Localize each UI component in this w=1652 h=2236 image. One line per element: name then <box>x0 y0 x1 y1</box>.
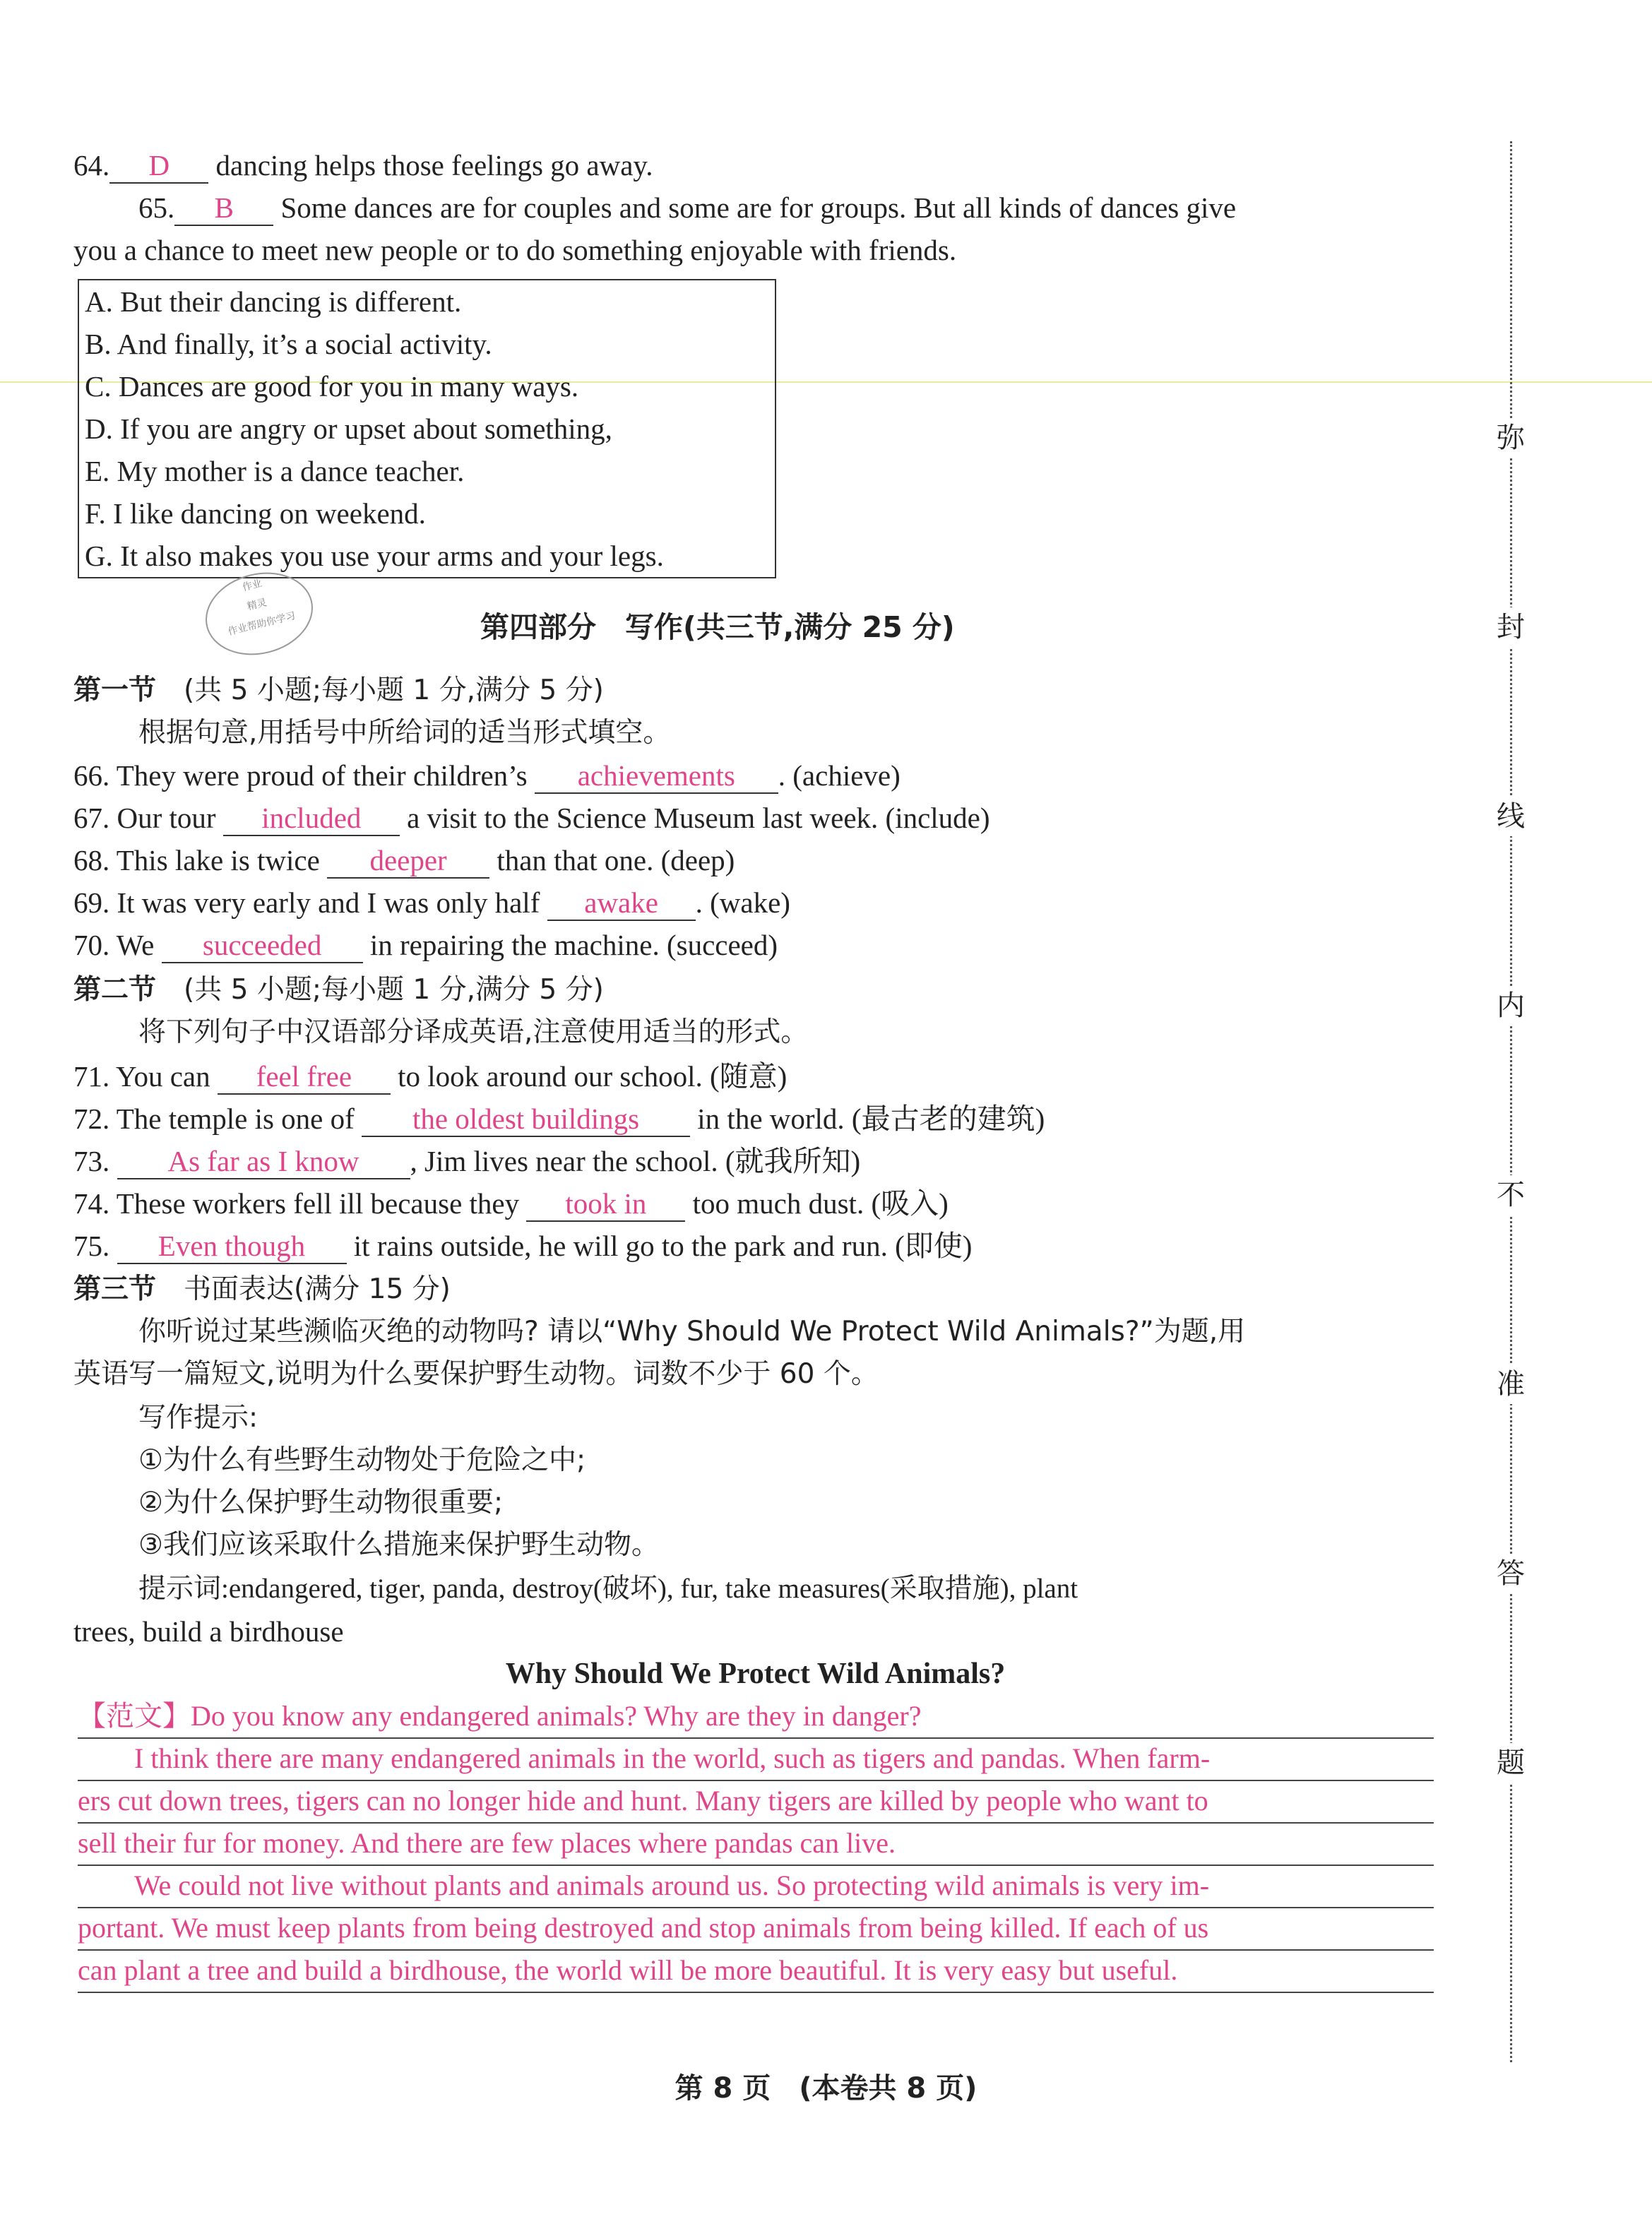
option-e: E. My mother is a dance teacher. <box>85 455 465 487</box>
answer-74: took in <box>526 1187 685 1222</box>
question-64 <box>73 144 653 186</box>
keywords-line-1: 提示词:endangered, tiger, panda, destroy(破坏), fur, take measures(采取措施), plant <box>138 1574 1078 1604</box>
question-number: 65. <box>138 191 175 224</box>
question-69: 69. It was very early and I was only half awake . (wake) <box>73 881 790 924</box>
option-c: C. Dances are good for you in many ways. <box>85 370 579 403</box>
answer-73: As far as I know <box>117 1144 410 1179</box>
answer-70: succeeded <box>162 928 363 963</box>
section2-header <box>73 969 604 1011</box>
essay-line-6: portant. We must keep plants from being destroyed and stop animals from being killed. If each of us <box>78 1907 1434 1951</box>
option-g: G. It also makes you use your arms and your legs. <box>85 540 664 572</box>
options-box <box>78 279 776 578</box>
section2-instruction: 将下列句子中汉语部分译成英语,注意使用适当的形式。 <box>138 1016 809 1048</box>
writing-hint-label: 写作提示: <box>138 1402 259 1434</box>
essay-line-5: We could not live without plants and animals around us. So protecting wild animals is very im- <box>78 1865 1434 1908</box>
section3-prompt-2: 英语写一篇短文,说明为什么要保护野生动物。词数不少于 60 个。 <box>73 1358 879 1390</box>
answer-72: the oldest buildings <box>362 1102 690 1137</box>
option-b: B. And finally, it’s a social activity. <box>85 328 492 360</box>
section1-header <box>73 670 604 712</box>
question-text: Some dances are for couples and some are for groups. But all kinds of dances give <box>280 191 1237 224</box>
section-info: 书面表达(满分 15 分) <box>184 1273 451 1305</box>
answer-69: awake <box>547 886 696 921</box>
essay-title: Why Should We Protect Wild Animals? <box>505 1658 1006 1690</box>
question-number: 64. <box>73 149 110 182</box>
margin-char-7: 答 <box>1490 1554 1531 1593</box>
answer-71: feel free <box>218 1059 391 1095</box>
section3-prompt-1: 你听说过某些濒临灭绝的动物吗? 请以“Why Should We Protect Wild Animals?”为题,用 <box>138 1316 1246 1348</box>
option-d: D. If you are angry or upset about something, <box>85 412 612 445</box>
writing-hint-2: ②为什么保护野生动物很重要; <box>138 1487 504 1518</box>
part4-title: 第四部分 写作(共三节,满分 25 分) <box>480 610 955 644</box>
writing-hint-1: ①为什么有些野生动物处于危险之中; <box>138 1444 586 1476</box>
keywords-line-2: trees, build a birdhouse <box>73 1615 344 1648</box>
margin-char-3: 线 <box>1490 797 1531 836</box>
option-a: A. But their dancing is different. <box>85 285 462 318</box>
answer-67: included <box>223 801 400 836</box>
essay-line-4: sell their fur for money. And there are few places where pandas can live. <box>78 1822 1434 1866</box>
section-info: (共 5 小题;每小题 1 分,满分 5 分) <box>184 974 604 1006</box>
question-65-cont: you a chance to meet new people or to do something enjoyable with friends. <box>73 234 957 266</box>
essay-line-3: ers cut down trees, tigers can no longer hide and hunt. Many tigers are killed by people who want to <box>78 1780 1434 1824</box>
question-67: 67. Our tour included a visit to the Science Museum last week. (include) <box>73 797 990 839</box>
essay-line-1: 【范文】Do you know any endangered animals? Why are they in danger? <box>78 1695 1434 1739</box>
question-66: 66. They were proud of their children’s achievements . (achieve) <box>73 754 901 797</box>
question-68: 68. This lake is twice deeper than that one. (deep) <box>73 839 735 881</box>
margin-char-4: 内 <box>1490 986 1531 1025</box>
margin-char-1: 弥 <box>1490 418 1531 458</box>
essay-line-7: can plant a tree and build a birdhouse, the world will be more beautiful. It is very easy but useful. <box>78 1949 1434 1993</box>
section-info: (共 5 小题;每小题 1 分,满分 5 分) <box>184 674 604 706</box>
question-65 <box>138 186 1236 229</box>
section1-instruction: 根据句意,用括号中所给词的适当形式填空。 <box>138 717 671 749</box>
essay-line-2: I think there are many endangered animals in the world, such as tigers and pandas. When farm- <box>78 1737 1434 1781</box>
margin-char-6: 准 <box>1490 1364 1531 1404</box>
section3-header <box>73 1268 451 1311</box>
answer-66: achievements <box>535 759 778 794</box>
question-72: 72. The temple is one of the oldest buildings in the world. (最古老的建筑) <box>73 1098 1045 1140</box>
section-title: 第一节 <box>73 674 157 706</box>
margin-char-5: 不 <box>1490 1175 1531 1215</box>
answer-75: Even though <box>117 1229 347 1264</box>
margin-char-8: 题 <box>1490 1743 1531 1783</box>
page-footer: 第 8 页 (本卷共 8 页) <box>675 2072 977 2105</box>
question-text: dancing helps those feelings go away. <box>215 149 653 182</box>
question-71: 71. You can feel free to look around our school. (随意) <box>73 1055 787 1098</box>
question-70: 70. We succeeded in repairing the machine. (succeed) <box>73 924 778 966</box>
question-74: 74. These workers fell ill because they took in too much dust. (吸入) <box>73 1182 949 1225</box>
question-75: 75. Even though it rains outside, he will go to the park and run. (即使) <box>73 1225 972 1267</box>
answer-64: D <box>109 148 208 184</box>
section-title: 第三节 <box>73 1273 157 1305</box>
option-f: F. I like dancing on weekend. <box>85 497 426 530</box>
answer-65: B <box>174 191 273 226</box>
section-title: 第二节 <box>73 974 157 1006</box>
writing-hint-3: ③我们应该采取什么措施来保护野生动物。 <box>138 1529 659 1561</box>
watermark-stamp: 作业 精灵 作业帮助你学习 <box>196 561 321 666</box>
margin-char-2: 封 <box>1490 607 1531 647</box>
answer-68: deeper <box>327 843 489 879</box>
question-73: 73. As far as I know , Jim lives near the school. (就我所知) <box>73 1140 860 1182</box>
